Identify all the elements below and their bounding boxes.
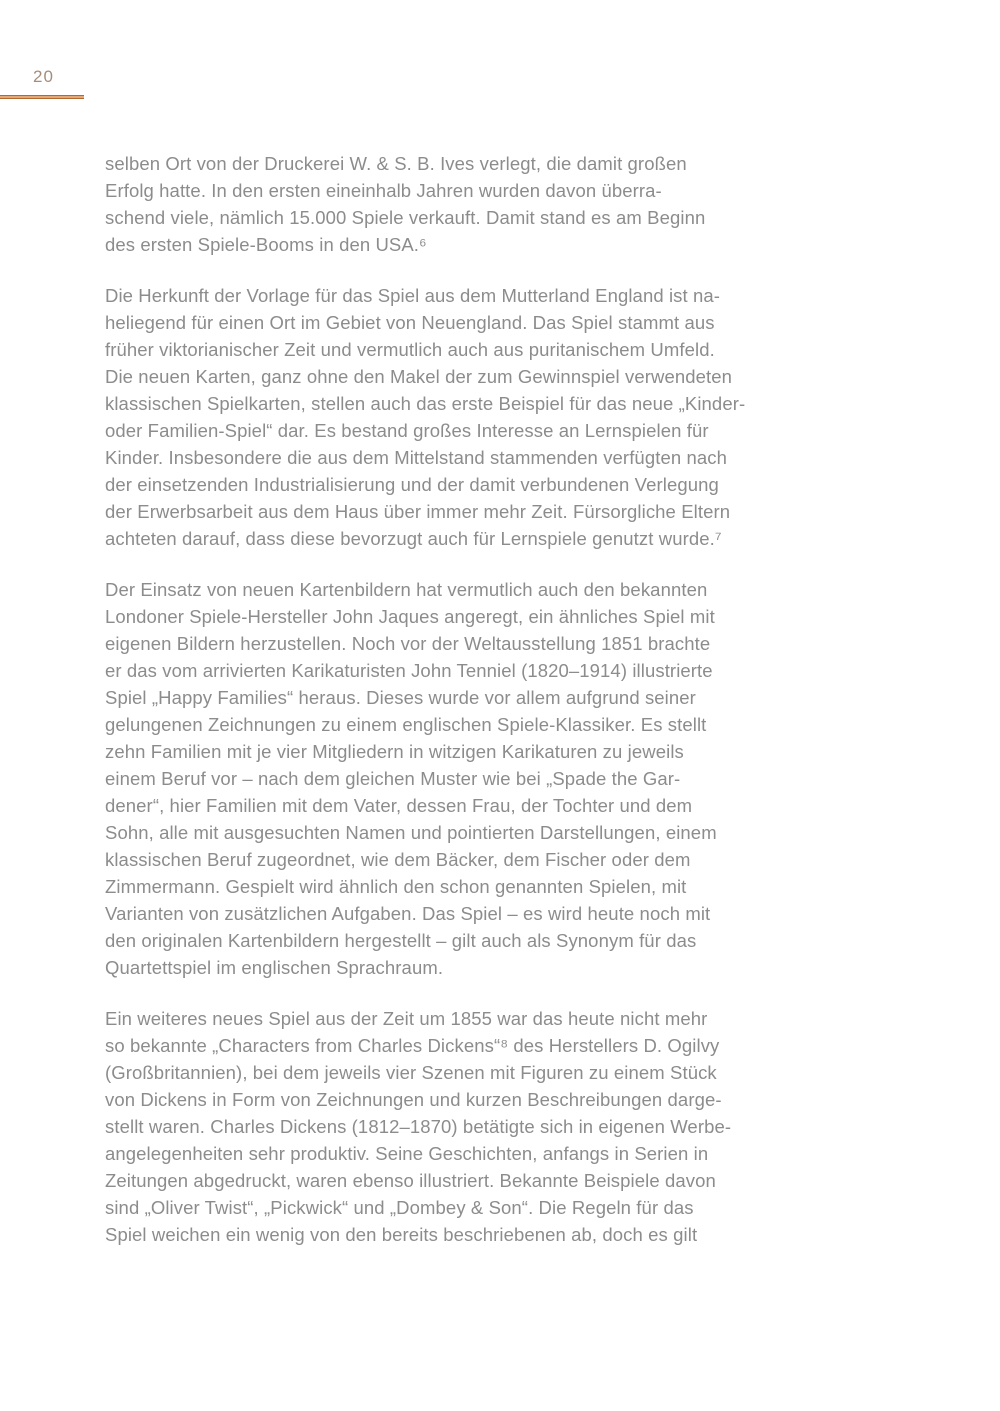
paragraph-4 bbox=[105, 1005, 785, 1248]
text-line: Erfolg hatte. In den ersten eineinhalb Jahren wurden davon überra- bbox=[105, 180, 662, 201]
text-line: zehn Familien mit je vier Mitgliedern in witzigen Karikaturen zu jeweils bbox=[105, 741, 684, 762]
text-line: Zeitungen abgedruckt, waren ebenso illustriert. Bekannte Beispiele davon bbox=[105, 1170, 716, 1191]
text-line: den originalen Kartenbildern hergestellt – gilt auch als Synonym für das bbox=[105, 930, 697, 951]
text-line: Spiel weichen ein wenig von den bereits beschriebenen ab, doch es gilt bbox=[105, 1224, 698, 1245]
text-line: Kinder. Insbesondere die aus dem Mittelstand stammenden verfügten nach bbox=[105, 447, 727, 468]
text-line: Sohn, alle mit ausgesuchten Namen und pointierten Darstellungen, einem bbox=[105, 822, 717, 843]
text-line: achteten darauf, dass diese bevorzugt auch für Lernspiele genutzt wurde.⁷ bbox=[105, 528, 722, 549]
text-line: so bekannte „Characters from Charles Dickens“⁸ des Herstellers D. Ogilvy bbox=[105, 1035, 720, 1056]
paragraph-3 bbox=[105, 576, 785, 981]
text-line: früher viktorianischer Zeit und vermutlich auch aus puritanischem Umfeld. bbox=[105, 339, 715, 360]
text-line: Londoner Spiele-Hersteller John Jaques angeregt, ein ähnliches Spiel mit bbox=[105, 606, 715, 627]
text-line: angelegenheiten sehr produktiv. Seine Geschichten, anfangs in Serien in bbox=[105, 1143, 709, 1164]
text-line: klassischen Beruf zugeordnet, wie dem Bäcker, dem Fischer oder dem bbox=[105, 849, 691, 870]
paragraph-2 bbox=[105, 282, 785, 552]
text-line: Der Einsatz von neuen Kartenbildern hat vermutlich auch den bekannten bbox=[105, 579, 708, 600]
text-line: (Großbritannien), bei dem jeweils vier Szenen mit Figuren zu einem Stück bbox=[105, 1062, 717, 1083]
text-line: klassischen Spielkarten, stellen auch das erste Beispiel für das neue „Kinder- bbox=[105, 393, 746, 414]
text-line: einem Beruf vor – nach dem gleichen Muster wie bei „Spade the Gar- bbox=[105, 768, 681, 789]
text-line: stellt waren. Charles Dickens (1812–1870) betätigte sich in eigenen Werbe- bbox=[105, 1116, 732, 1137]
text-line: Die Herkunft der Vorlage für das Spiel aus dem Mutterland England ist na- bbox=[105, 285, 721, 306]
text-line: Spiel „Happy Families“ heraus. Dieses wurde vor allem aufgrund seiner bbox=[105, 687, 696, 708]
text-line: des ersten Spiele-Booms in den USA.⁶ bbox=[105, 234, 427, 255]
text-line: er das vom arrivierten Karikaturisten John Tenniel (1820–1914) illustrierte bbox=[105, 660, 713, 681]
text-line: heliegend für einen Ort im Gebiet von Neuengland. Das Spiel stammt aus bbox=[105, 312, 715, 333]
text-line: schend viele, nämlich 15.000 Spiele verkauft. Damit stand es am Beginn bbox=[105, 207, 706, 228]
text-line: Die neuen Karten, ganz ohne den Makel der zum Gewinnspiel verwendeten bbox=[105, 366, 733, 387]
text-line: Zimmermann. Gespielt wird ähnlich den schon genannten Spielen, mit bbox=[105, 876, 687, 897]
text-line: der einsetzenden Industrialisierung und der damit verbundenen Verlegung bbox=[105, 474, 719, 495]
text-line: Quartettspiel im englischen Sprachraum. bbox=[105, 957, 444, 978]
text-line: der Erwerbsarbeit aus dem Haus über immer mehr Zeit. Fürsorgliche Eltern bbox=[105, 501, 731, 522]
text-line: oder Familien-Spiel“ dar. Es bestand großes Interesse an Lernspielen für bbox=[105, 420, 709, 441]
text-line: Ein weiteres neues Spiel aus der Zeit um 1855 war das heute nicht mehr bbox=[105, 1008, 708, 1029]
text-line: Varianten von zusätzlichen Aufgaben. Das Spiel – es wird heute noch mit bbox=[105, 903, 711, 924]
text-column bbox=[105, 150, 785, 1272]
text-line: sind „Oliver Twist“, „Pickwick“ und „Dombey & Son“. Die Regeln für das bbox=[105, 1197, 694, 1218]
text-line: eigenen Bildern herzustellen. Noch vor der Weltausstellung 1851 brachte bbox=[105, 633, 711, 654]
page-number: 20 bbox=[33, 67, 54, 86]
paragraph-1 bbox=[105, 150, 785, 258]
text-line: selben Ort von der Druckerei W. & S. B. Ives verlegt, die damit großen bbox=[105, 153, 687, 174]
text-line: dener“, hier Familien mit dem Vater, dessen Frau, der Tochter und dem bbox=[105, 795, 693, 816]
text-line: gelungenen Zeichnungen zu einem englischen Spiele-Klassiker. Es stellt bbox=[105, 714, 707, 735]
text-line: von Dickens in Form von Zeichnungen und kurzen Beschreibungen darge- bbox=[105, 1089, 722, 1110]
accent-rule bbox=[0, 95, 84, 99]
